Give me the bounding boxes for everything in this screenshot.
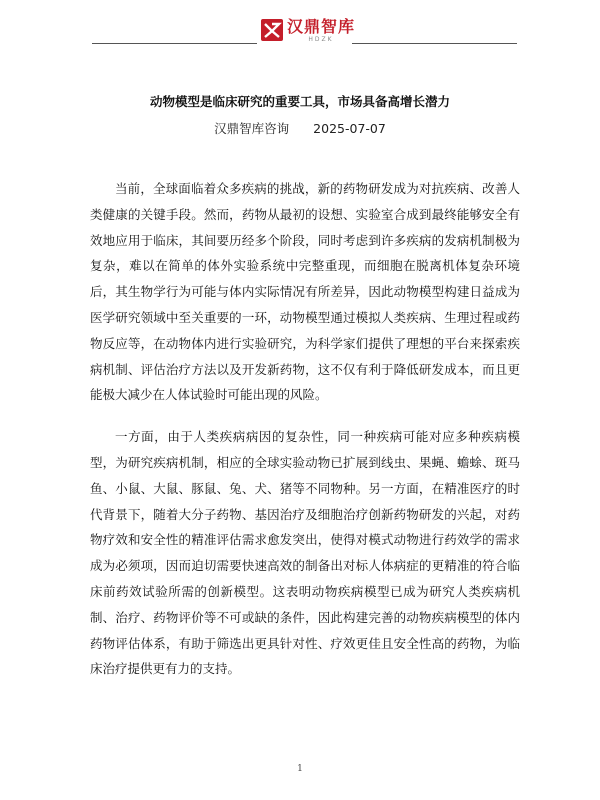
article-body	[90, 176, 520, 698]
article-date: 2025-07-07	[313, 121, 386, 136]
article-meta	[0, 119, 600, 137]
logo-mark-icon	[261, 19, 283, 41]
article-title: 动物模型是临床研究的重要工具，市场具备高增长潜力	[149, 94, 450, 109]
logo-text-group	[287, 18, 355, 44]
header-rule-right	[352, 43, 517, 44]
company-logo	[261, 18, 355, 46]
logo-text: 汉鼎智库	[287, 17, 356, 36]
header-rule-left	[92, 43, 257, 44]
page-header	[0, 14, 600, 48]
article-source: 汉鼎智库咨询	[214, 121, 290, 136]
body-paragraph: 一方面，由于人类疾病病因的复杂性，同一种疾病可能对应多种疾病模型，为研究疾病机制，相应的全球实验动物已扩展到线虫、果蝇、蟾蜍、斑马鱼、小鼠、大鼠、豚鼠、兔、犬、猪等不同物种。另一方面，在精准医疗的时代背景下，随着大分子药物、基因治疗及细胞治疗创新药物研发的兴起，对药物疗效和安全性的精准评估需求愈发突出，使得对模式动物进行药效学的需求成为必须项，因而迫切需要快速高效的制备出对标人体病症的更精准的符合临床前药效试验所需的创新模型。这表明动物疾病模型已成为研究人类疾病机制、治疗、药物评价等不可或缺的条件，因此构建完善的动物疾病模型的体内药物评估体系，有助于筛选出更具针对性、疗效更佳且安全性高的药物，为临床治疗提供更有力的支持。	[90, 429, 520, 677]
logo-subtext: HDZK	[308, 36, 334, 43]
page-number: 1	[297, 764, 303, 774]
body-paragraph: 当前，全球面临着众多疾病的挑战，新的药物研发成为对抗疾病、改善人类健康的关键手段。然而，药物从最初的设想、实验室合成到最终能够安全有效地应用于临床，其间要历经多个阶段，同时考虑到许多疾病的发病机制极为复杂，难以在简单的体外实验系统中完整重现，而细胞在脱离机体复杂环境后，其生物学行为可能与体内实际情况有所差异，因此动物模型构建日益成为医学研究领域中至关重要的一环，动物模型通过模拟人类疾病、生理过程或药物反应等，在动物体内进行实验研究，为科学家们提供了理想的平台来探索疾病机制、评估治疗方法以及开发新药物，这不仅有利于降低研发成本，而且更能极大减少在人体试验时可能出现的风险。	[90, 181, 520, 403]
